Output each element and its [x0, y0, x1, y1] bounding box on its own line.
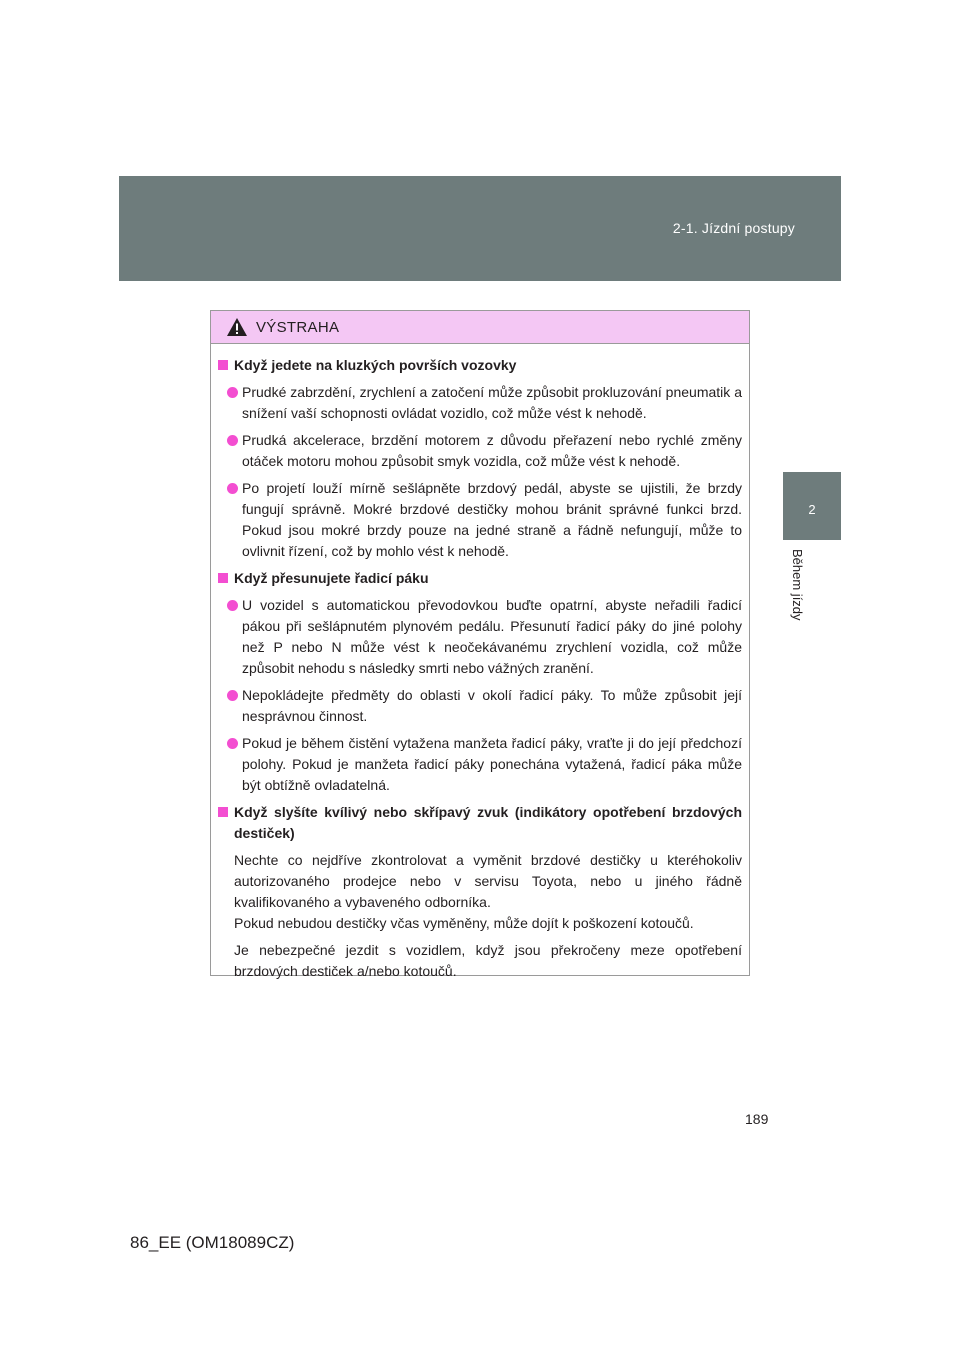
- circle-bullet-icon: [227, 600, 238, 611]
- header-band: [119, 176, 841, 281]
- section-heading: Když přesunujete řadicí páku: [218, 568, 742, 589]
- list-item: Pokud je během čistění vytažena manžeta řadicí páky, vraťte ji do její předchozí polohy. Pokud je manžeta řadicí páky ponechána vytažená, řadicí páka může být obtížně ovladatelná.: [218, 733, 742, 796]
- circle-bullet-icon: [227, 738, 238, 749]
- circle-bullet-icon: [227, 387, 238, 398]
- paragraph: Nechte co nejdříve zkontrolovat a vyměnit brzdové destičky u kteréhokoliv autorizovaného prodejce nebo v servisu Toyota, nebo u jiného řádně kvalifikovaného a vybaveného odborníka. Pokud nebudou destičky včas vyměněny, může dojít k poškození kotoučů.: [234, 852, 742, 931]
- circle-bullet-icon: [227, 483, 238, 494]
- circle-bullet-icon: [227, 690, 238, 701]
- section-slippery-roads: [218, 355, 742, 562]
- chapter-number: 2: [808, 502, 816, 517]
- paragraph: Je nebezpečné jezdit s vozidlem, když jsou překročeny meze opotřebení brzdových destiček a/nebo kotoučů.: [234, 942, 742, 979]
- warning-box: [210, 310, 750, 979]
- square-bullet-icon: [218, 360, 228, 370]
- warning-header: [211, 311, 749, 344]
- list-item: Po projetí louží mírně sešlápněte brzdový pedál, abyste se ujistili, že brzdy fungují správně. Mokré brzdové destičky mohou bránit správné funkci brzd. Pokud jsou mokré brzdy pouze na jedné straně a řádně nefungují, může to ovlivnit řízení, což by mohlo vést k nehodě.: [218, 478, 742, 562]
- section-shift-lever: [218, 568, 742, 796]
- chapter-label: Během jízdy: [790, 549, 805, 621]
- section-heading: Když jedete na kluzkých površích vozovky: [218, 355, 742, 376]
- section-heading: Když slyšíte kvílivý nebo skřípavý zvuk (indikátory opotřebení brzdových destiček): [218, 802, 742, 844]
- list-item: Prudká akcelerace, brzdění motorem z důvodu přeřazení nebo rychlé změny otáček motoru mohou způsobit smyk vozidla, což může vést k nehodě.: [218, 430, 742, 472]
- section-title: 2-1. Jízdní postupy: [672, 220, 795, 236]
- warning-triangle-icon: [226, 317, 248, 337]
- page-number: 189: [745, 1111, 769, 1127]
- warning-body: [211, 344, 749, 982]
- square-bullet-icon: [218, 573, 228, 583]
- list-item: Nepokládejte předměty do oblasti v okolí řadicí páky. To může způsobit její nesprávnou činnost.: [218, 685, 742, 727]
- list-item: U vozidel s automatickou převodovkou buďte opatrní, abyste neřadili řadicí pákou při sešlápnutém plynovém pedálu. Přesunutí řadicí páky do jiné polohy než P nebo N může vést k neočekávanému zrychlení vozidla, což může způsobit nehodu s následky smrti nebo vážných zranění.: [218, 595, 742, 679]
- circle-bullet-icon: [227, 435, 238, 446]
- warning-title: VÝSTRAHA: [256, 319, 340, 336]
- chapter-tab: [783, 472, 841, 540]
- section-brake-wear: [218, 802, 742, 982]
- document-code: 86_EE (OM18089CZ): [130, 1233, 295, 1252]
- list-item: Prudké zabrzdění, zrychlení a zatočení může způsobit prokluzování pneumatik a snížení vaší schopnosti ovládat vozidlo, což může vést k nehodě.: [218, 382, 742, 424]
- square-bullet-icon: [218, 807, 228, 817]
